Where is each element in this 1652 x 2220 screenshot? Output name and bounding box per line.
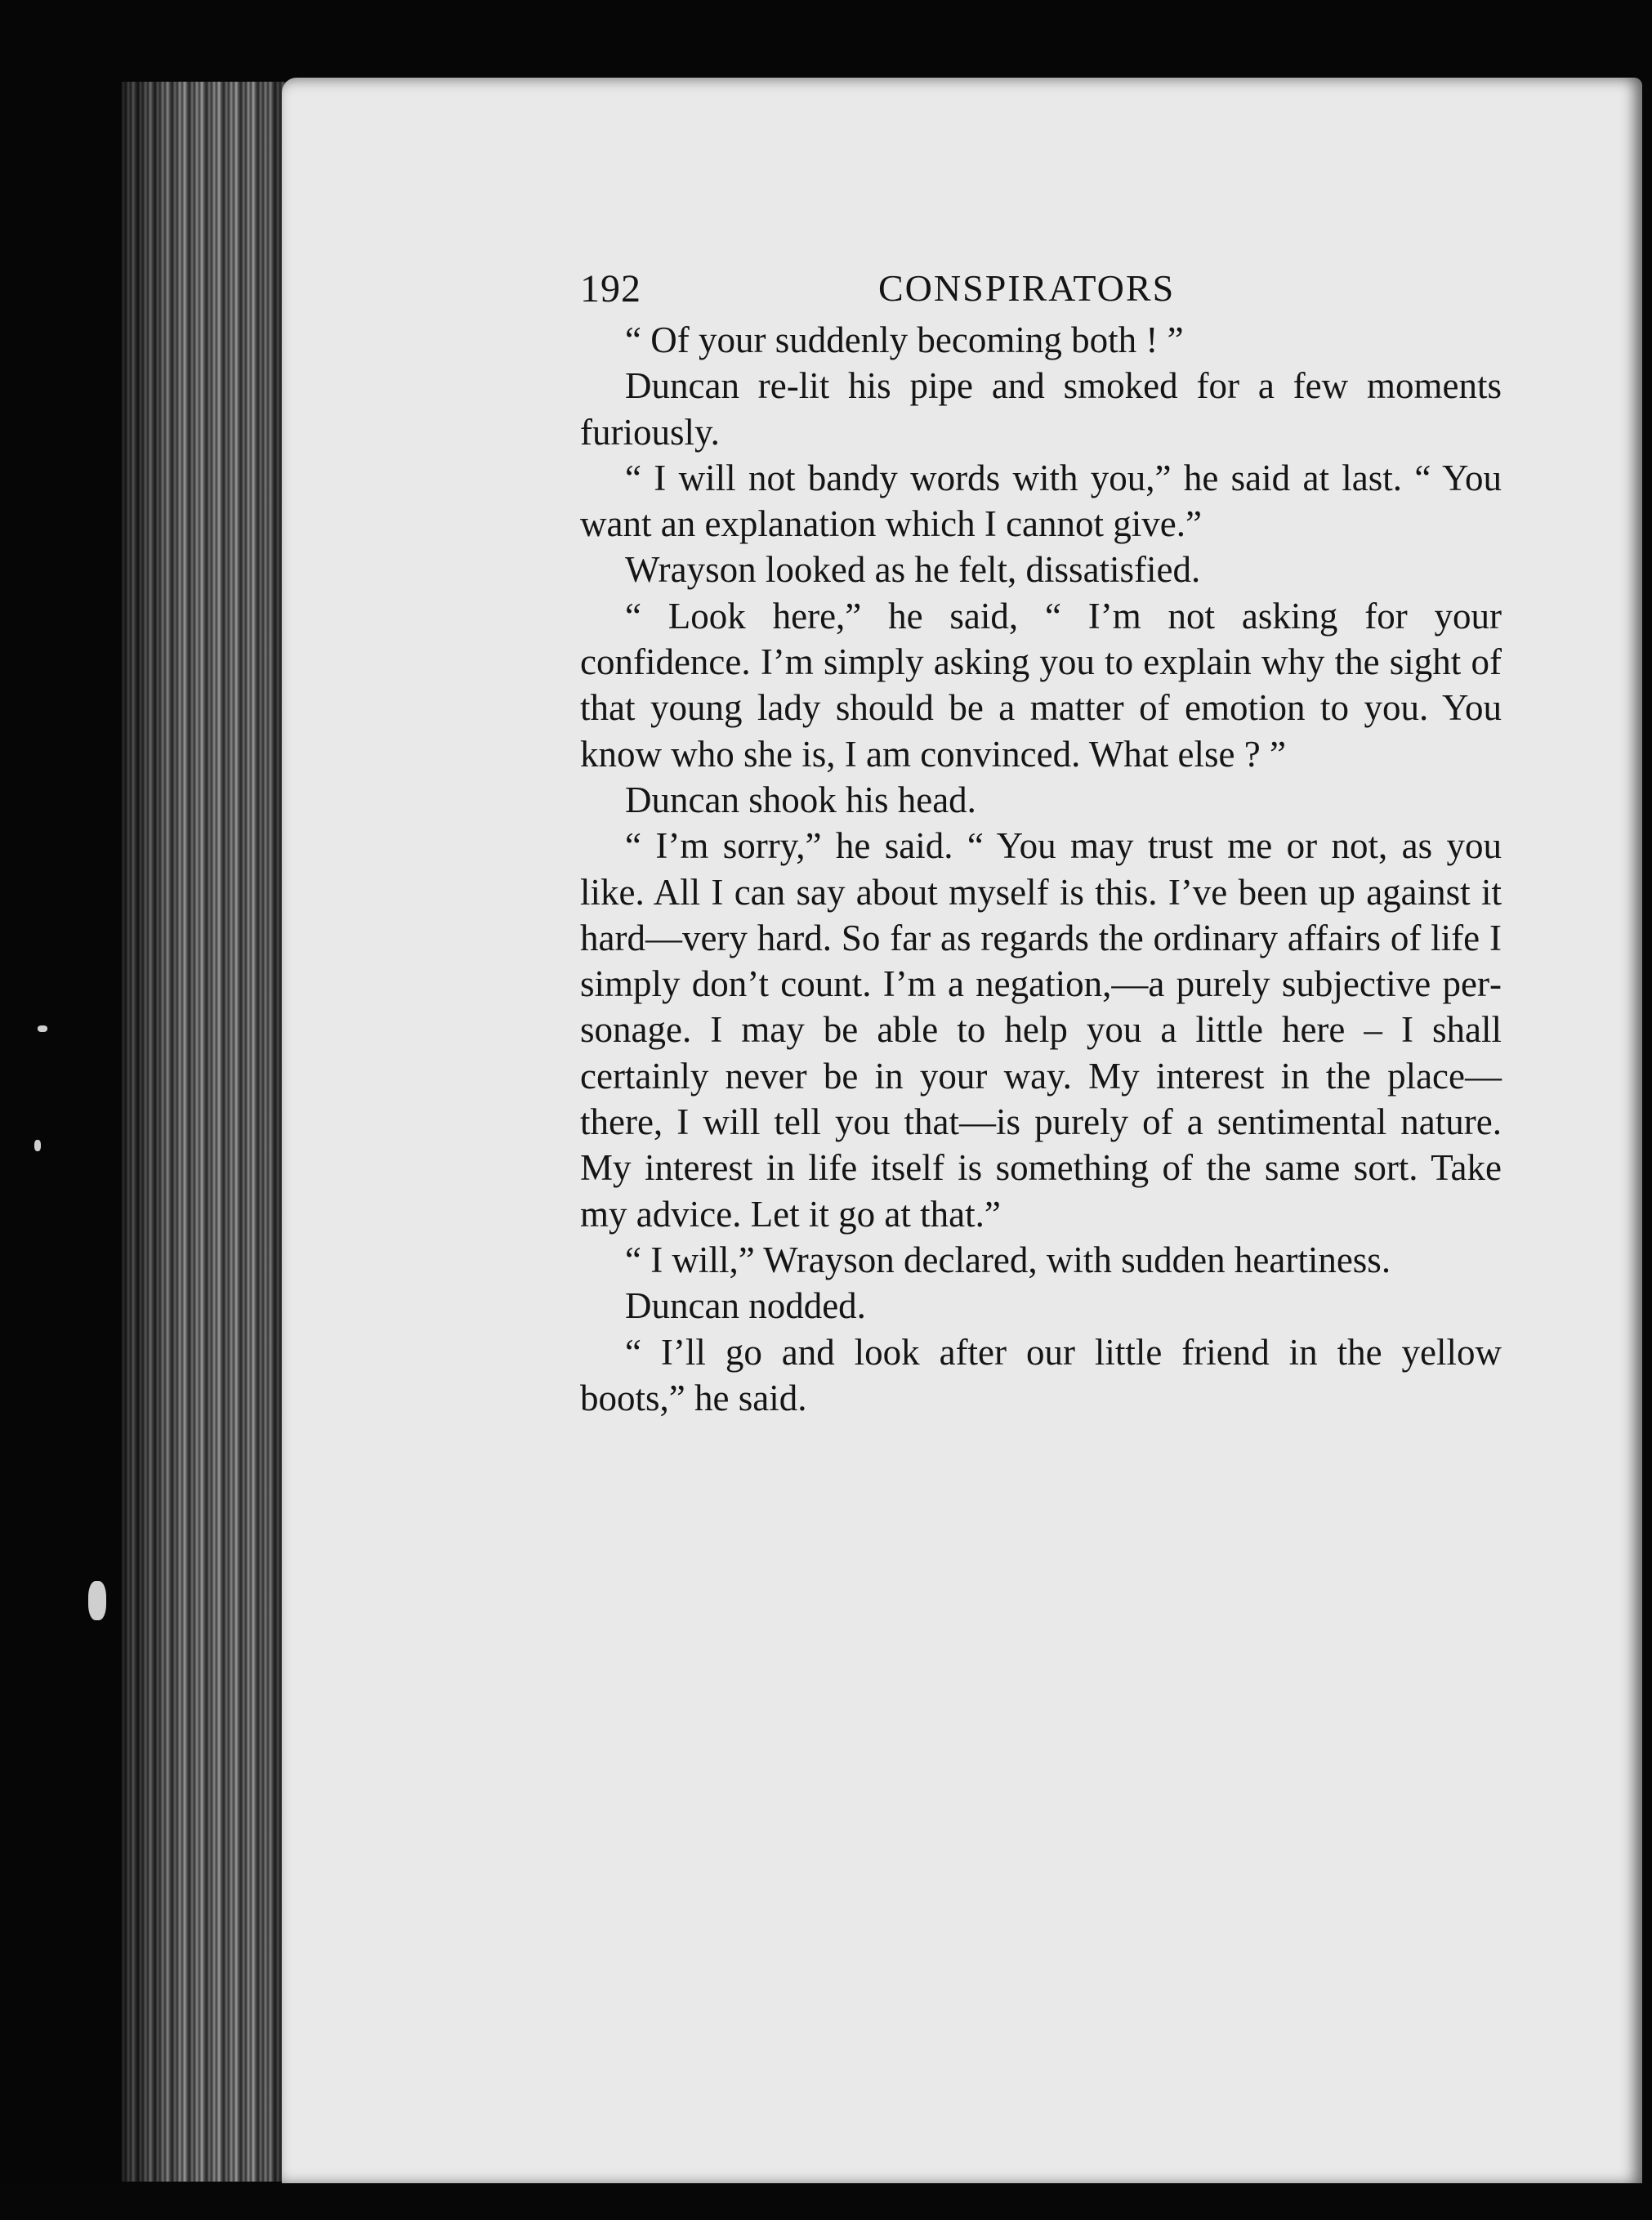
paragraph: Wrayson looked as he felt, dissatisfied. [625,549,1201,591]
paragraph: “ I’ll go and look after our little friend in the yellow boots,” he said. [580,1331,1502,1418]
body-text [580,317,1502,1421]
book-fore-edge [121,82,292,2182]
paragraph: “ I will,” Wrayson declared, with sudden heartiness. [625,1239,1391,1280]
paragraph: “ I’m sorry,” he said. “ You may trust me or not, as you like. All I can say about myself is this. I’ve been up against it hard—very hard. So far as regards the ordinary affairs of life I simply don’t count. I’m a negation,—a purely subjective personage. I may be able to help you a little here – I shall certainly never be in your way. My interest in the place—there, I will tell you that—is purely of a sentimental nature. My interest in life itself is something of the same sort. Take my advice. Let it go at that.” [580,825,1502,1235]
scan-speck [38,1025,47,1032]
paragraph: Duncan shook his head. [625,779,976,820]
paragraph: Duncan re-lit his pipe and smoked for a few moments furiously. [580,365,1502,453]
running-head [580,260,1502,317]
text-block [580,260,1502,1421]
page-number: 192 [580,267,641,310]
paragraph: Duncan nodded. [625,1285,866,1327]
paragraph: “ Of your suddenly becoming both ! ” [625,319,1184,360]
scan-speck [34,1140,41,1151]
paragraph: “ Look here,” he said, “ I’m not asking for your confidence. I’m simply asking you to explain why the sight of that young lady should be a matter of emotion to you. You know who she is, I am convinced. What else ? ” [580,595,1502,775]
scan-border [0,2183,1652,2220]
paragraph: “ I will not bandy words with you,” he said at last. “ You want an explanation which I cannot give.” [580,457,1502,545]
running-title: CONSPIRATORS [878,267,1176,309]
scan-speck [88,1581,106,1620]
